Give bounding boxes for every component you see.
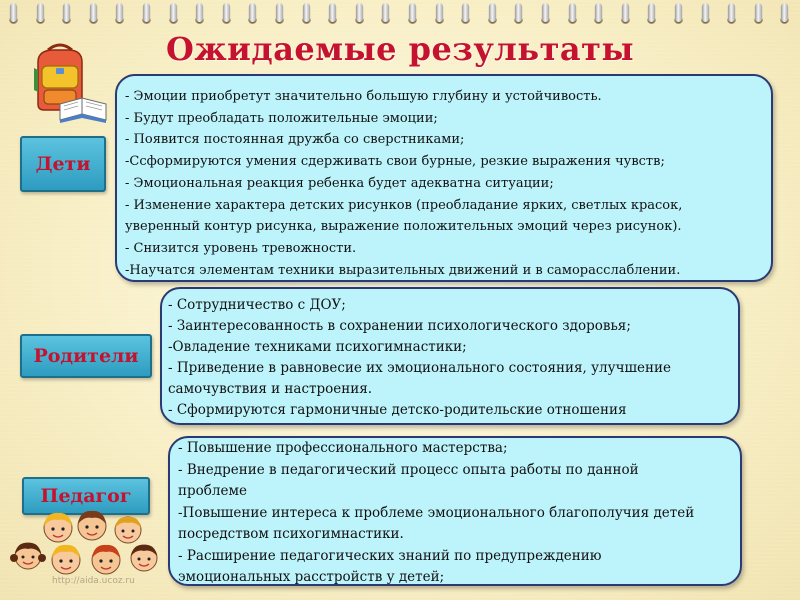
list-item: - Снизится уровень тревожности.: [125, 240, 357, 256]
binding-ring: [436, 3, 443, 22]
binding-ring: [515, 3, 522, 22]
list-item: - Сотрудничество с ДОУ;: [168, 297, 346, 313]
binding-ring: [542, 3, 549, 22]
section-label-teacher: Педагог: [22, 477, 150, 515]
binding-ring: [63, 3, 70, 22]
section-label-children: Дети: [20, 136, 106, 192]
results-list-children: [125, 86, 761, 281]
binding-ring: [249, 3, 256, 22]
list-item: - Будут преобладать положительные эмоции;: [125, 110, 438, 126]
list-item: - Эмоциональная реакция ребенка будет адекватна ситуации;: [125, 175, 554, 191]
binding-ring: [728, 3, 735, 22]
binding-ring: [143, 3, 150, 22]
list-item: - Повышение профессионального мастерства;: [178, 440, 508, 456]
list-item: самочувствия и настроения.: [168, 381, 373, 397]
results-box-parents: [160, 287, 740, 425]
binding-ring: [781, 3, 788, 22]
list-item: - Сформируются гармоничные детско-родительские отношения: [168, 402, 627, 418]
page-title: Ожидаемые результаты: [165, 30, 635, 68]
list-item: - Внедрение в педагогический процесс опыта работы по данной: [178, 461, 639, 478]
list-item: -Повышение интереса к проблеме эмоционального благополучия детей: [178, 504, 695, 521]
binding-ring: [116, 3, 123, 22]
binding-ring: [196, 3, 203, 22]
watermark-url: http://aida.ucoz.ru: [52, 576, 135, 586]
list-item: - Появится постоянная дружба со сверстниками;: [125, 132, 465, 148]
binding-ring: [702, 3, 709, 22]
binding-ring: [622, 3, 629, 22]
binding-ring: [356, 3, 363, 22]
binding-ring: [303, 3, 310, 22]
binding-ring: [37, 3, 44, 22]
section-label-parents: Родители: [20, 334, 152, 378]
list-item: - Заинтересованность в сохранении психологического здоровья;: [168, 318, 631, 334]
binding-ring: [648, 3, 655, 22]
list-item: -Овладение техниками психогимнастики;: [168, 339, 467, 355]
binding-ring: [223, 3, 230, 22]
list-item: проблеме: [178, 483, 247, 499]
binding-ring: [409, 3, 416, 22]
list-item: -Научатся элементам техники выразительных движений и в саморасслаблении.: [125, 262, 681, 278]
list-item: эмоциональных расстройств у детей;: [178, 569, 445, 585]
binding-ring: [10, 3, 17, 22]
list-item: -Ссформируются умения сдерживать свои бурные, резкие выражения чувств;: [125, 154, 665, 170]
results-box-children: [115, 74, 773, 282]
list-item: - Расширение педагогических знаний по предупреждению: [178, 547, 602, 564]
results-list-parents: [168, 295, 730, 421]
spiral-binding: [0, 0, 800, 26]
binding-ring: [569, 3, 576, 22]
binding-ring: [489, 3, 496, 22]
binding-ring: [382, 3, 389, 22]
results-list-teacher: [178, 438, 732, 589]
binding-ring: [90, 3, 97, 22]
binding-ring: [170, 3, 177, 22]
backpack-with-book-icon: [24, 40, 110, 126]
list-item: - Изменение характера детских рисунков (преобладание ярких, светлых красок,: [125, 197, 683, 213]
list-item: посредством психогимнастики.: [178, 526, 404, 542]
results-box-teacher: [168, 436, 742, 586]
binding-ring: [675, 3, 682, 22]
binding-ring: [462, 3, 469, 22]
binding-ring: [595, 3, 602, 22]
binding-ring: [276, 3, 283, 22]
list-item: уверенный контур рисунка, выражение положительных эмоций через рисунок).: [125, 219, 682, 235]
list-item: - Приведение в равновесие их эмоционального состояния, улучшение: [168, 360, 672, 376]
binding-ring: [329, 3, 336, 22]
list-item: - Эмоции приобретут значительно большую глубину и устойчивость.: [125, 89, 602, 104]
binding-ring: [755, 3, 762, 22]
children-faces-icon: [8, 506, 164, 586]
